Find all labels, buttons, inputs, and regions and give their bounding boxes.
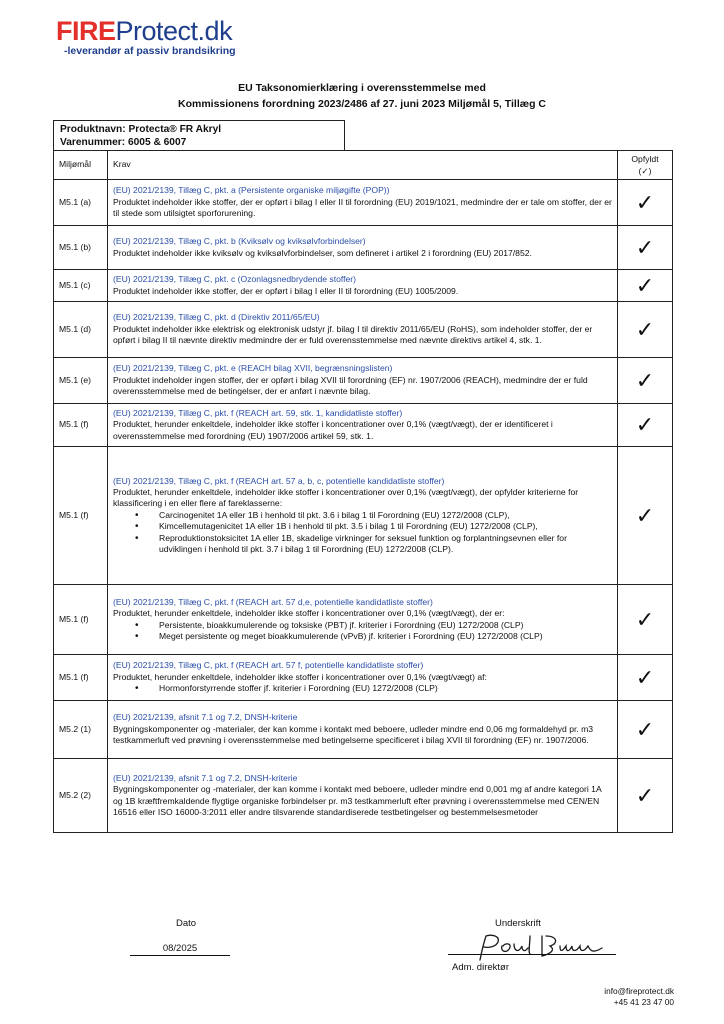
requirement-cell [108,404,618,447]
table-row [54,358,673,404]
requirement-text: Produktet indeholder ikke elektrisk og elektronisk udstyr jf. bilag I til direktiv 2011/65/EU (RoHS), som indeholder stoffer, der er opført i bilag II til nævnte direktiv medmindre der er fuld overensstemmelse med nævnte direktivs artikel 4, stk. 1. [113,323,593,346]
environmental-goal: M5.2 (1) [54,701,108,759]
product-info [53,120,345,150]
requirement-cell [108,180,618,226]
check-mark-icon: ✓ [618,447,673,585]
requirement-cell [108,358,618,404]
list-item: • Carcinogenitet 1A eller 1B i henhold til pkt. 3.6 i bilag 1 til Forordning (EU) 1272/2008 (CLP), [113,510,612,521]
list-item: • Kimcellemutagenicitet 1A eller 1B i henhold til pkt. 3.5 i bilag 1 til Forordning (EU) 1272/2008 (CLP), [113,521,612,532]
signature-area [0,910,724,980]
table-row [54,759,673,833]
environmental-goal: M5.2 (2) [54,759,108,833]
requirement-cell [108,270,618,302]
requirement-cell [108,226,618,270]
header-fulfilled [618,151,673,180]
requirement-cell [108,447,618,585]
check-mark-icon: ✓ [618,701,673,759]
regulation-reference: (EU) 2021/2139, Tillæg C, pkt. a (Persistente organiske miljøgifte (POP)) [113,185,390,196]
check-mark-icon: ✓ [618,302,673,358]
requirement-cell [108,302,618,358]
regulation-reference: (EU) 2021/2139, Tillæg C, pkt. d (Direktiv 2011/65/EU) [113,312,320,323]
requirement-text: Produktet indeholder ikke stoffer, der er opført i bilag I eller II til forordning (EU) 1005/2009. [113,285,459,296]
hazard-list [113,620,612,643]
header-fulfilled-label: Opfyldt [631,154,659,164]
regulation-reference: (EU) 2021/2139, afsnit 7.1 og 7.2, DNSH-kriterie [113,712,298,723]
requirement-text: Produktet indeholder ikke kviksølv og kviksølvforbindelser, som defineret i artikel 2 i forordning (EU) 2017/852. [113,247,532,258]
requirement-text: Produktet indeholder ingen stoffer, der er opført i bilag XVII til forordning (EF) nr. 1907/2006 (REACH), medmindre der er fuld overensstemmelse med de betingelser, der er anført i nævnte bilag. [113,374,588,397]
table-row [54,302,673,358]
signature-label: Underskrift [495,918,541,929]
regulation-reference: (EU) 2021/2139, Tillæg C, pkt. f (REACH art. 57 f, potentielle kandidatliste stoffer) [113,660,424,671]
requirement-cell [108,585,618,655]
requirement-text: Bygningskomponenter og -materialer, der kan komme i kontakt med beboere, udleder mindre end 0,001 mg af andre kategori 1A og 1B kræftfremkaldende flygtige organiske forbindelser pr. m3 testkammerluft efter prøvning i overensstemmelse med CEN/EN 16516 eller ISO 16000-3:2011 eller andre tilsvarende standardiserede testbetingelser og bestemmelsesmetoder [113,784,602,817]
requirement-text: Produktet indeholder ikke stoffer, der er opført i bilag I eller II til forordning (EU) 2019/1021, medmindre der er tale om stoffer, der er til stede som utilsigtet sporforurening. [113,196,612,219]
requirement-cell [108,759,618,833]
regulation-reference: (EU) 2021/2139, Tillæg C, pkt. e (REACH bilag XVII, begrænsningslisten) [113,363,393,374]
regulation-reference: (EU) 2021/2139, Tillæg C, pkt. b (Kviksølv og kviksølvforbindelser) [113,236,366,247]
table-row [54,180,673,226]
environmental-goal: M5.1 (f) [54,404,108,447]
check-mark-icon: ✓ [618,226,673,270]
requirement-text: Bygningskomponenter og -materialer, der kan komme i kontakt med beboere, udleder mindre end 0,06 mg formaldehyd pr. m3 testkammerluft ved prøvning i overensstemmelse med betingelserne specificeret i bilag XVII til forordning (EF) nr. 1907/2006. [113,723,594,746]
regulation-reference: (EU) 2021/2139, Tillæg C, pkt. c (Ozonlagsnedbrydende stoffer) [113,274,356,285]
document-title [0,80,724,112]
logo-wordmark [56,16,286,46]
environmental-goal: M5.1 (f) [54,447,108,585]
list-item: • Meget persistente og meget bioakkumulerende (vPvB) jf. kriterier i Forordning (EU) 1272/2008 (CLP) [113,631,612,642]
product-number: Varenummer: 6005 & 6007 [60,137,187,148]
requirement-text: Produktet, herunder enkeltdele, indeholder ikke stoffer i koncentrationer over 0,1% (vægt/vægt), der opfylder kriterierne for klassificering i en eller flere af fareklasserne: [113,486,579,509]
check-mark-icon: ✓ [618,358,673,404]
header-goal: Miljømål [54,151,108,180]
signature-line [448,954,616,955]
logo-fire: FIRE [56,16,116,46]
table-header-row [54,151,673,180]
table-body [54,180,673,833]
product-name: Produktnavn: Protecta® FR Akryl [60,124,222,135]
check-mark-icon: ✓ [618,404,673,447]
check-mark-icon: ✓ [618,655,673,701]
check-mark-icon: ✓ [618,180,673,226]
environmental-goal: M5.1 (f) [54,585,108,655]
list-item: • Persistente, bioakkumulerende og toksiske (PBT) jf. kriterier i Forordning (EU) 1272/2008 (CLP) [113,620,612,631]
requirement-text: Produktet, herunder enkeltdele, indeholder ikke stoffer i koncentrationer over 0,1% (vægt/vægt), der er identificeret i overensstemmelse med forordning (EU) 1907/2006 artikel 59, stk. 1. [113,419,553,441]
logo-protect: Protect.dk [115,16,233,46]
title-line-1: EU Taksonomierklæring i overensstemmelse med [238,82,486,94]
environmental-goal: M5.1 (e) [54,358,108,404]
requirement-cell [108,701,618,759]
logo-tagline: -leverandør af passiv brandsikring [64,45,236,57]
check-mark-icon: ✓ [618,270,673,302]
environmental-goal: M5.1 (c) [54,270,108,302]
table-row [54,447,673,585]
header-fulfilled-mark: (✓) [638,166,652,176]
environmental-goal: M5.1 (d) [54,302,108,358]
regulation-reference: (EU) 2021/2139, Tillæg C, pkt. f (REACH art. 59, stk. 1, kandidatliste stoffer) [113,407,403,418]
contact-phone: +45 41 23 47 00 [613,997,674,1007]
company-logo [56,16,286,57]
hazard-list [113,510,612,556]
requirements-table [53,150,673,833]
regulation-reference: (EU) 2021/2139, afsnit 7.1 og 7.2, DNSH-kriterie [113,772,298,783]
environmental-goal: M5.1 (a) [54,180,108,226]
table-row [54,270,673,302]
signer-title: Adm. direktør [452,962,510,973]
table-row [54,701,673,759]
date-label: Dato [176,918,197,929]
header-requirement: Krav [108,151,618,180]
hazard-list [113,683,612,694]
check-mark-icon: ✓ [618,585,673,655]
environmental-goal: M5.1 (f) [54,655,108,701]
table-row [54,226,673,270]
list-item: • Reproduktionstoksicitet 1A eller 1B, skadelige virkninger for seksuel funktion og forplantningsevnen eller for udviklingen i henhold til pkt. 3.7 i bilag 1 til Forordning (EU) 1272/2008 (CLP). [113,533,612,556]
contact-email: info@fireprotect.dk [604,986,674,996]
environmental-goal: M5.1 (b) [54,226,108,270]
table-row [54,655,673,701]
requirement-cell [108,655,618,701]
handwritten-signature [470,932,610,964]
requirement-text: Produktet, herunder enkeltdele, indeholder ikke stoffer i koncentrationer over 0,1% (vægt/vægt), der er: [113,608,505,619]
title-line-2: Kommissionens forordning 2023/2486 af 27. juni 2023 Miljømål 5, Tillæg C [177,98,546,110]
list-item: • Hormonforstyrrende stoffer jf. kriterier i Forordning (EU) 1272/2008 (CLP) [113,683,612,694]
requirement-text: Produktet, herunder enkeltdele, indeholder ikke stoffer i koncentrationer over 0,1% (vægt/vægt) af: [113,671,487,682]
regulation-reference: (EU) 2021/2139, Tillæg C, pkt. f (REACH art. 57 a, b, c, potentielle kandidatliste stoffer) [113,475,445,486]
check-mark-icon: ✓ [618,759,673,833]
table-row [54,585,673,655]
regulation-reference: (EU) 2021/2139, Tillæg C, pkt. f (REACH art. 57 d,e, potentielle kandidatliste stoffer) [113,596,433,607]
table-row [54,404,673,447]
contact-info [604,986,674,1008]
date-value: 08/2025 [130,942,230,956]
